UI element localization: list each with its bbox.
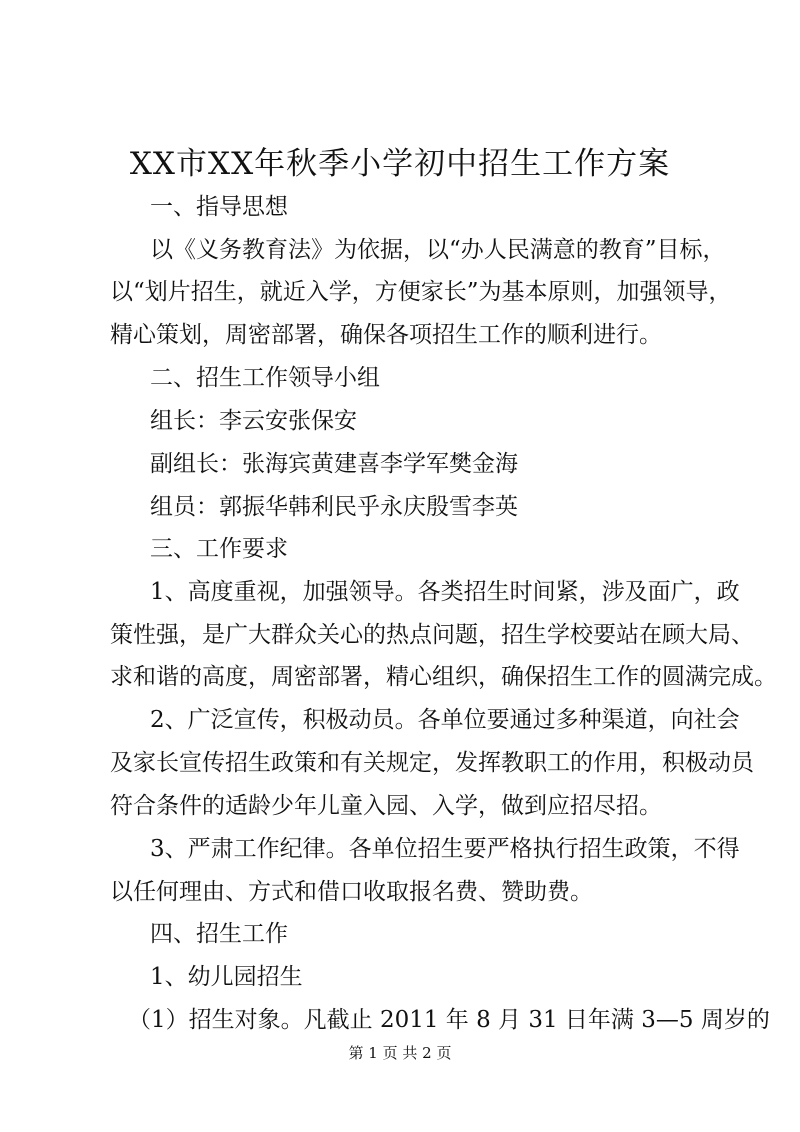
paragraph-line: 组员：郭振华韩利民乎永庆殷雪李英 bbox=[150, 494, 518, 520]
paragraph-line: 以“划片招生，就近入学，方便家长”为基本原则，加强领导， bbox=[110, 279, 732, 305]
paragraph-line: 1、高度重视，加强领导。各类招生时间紧，涉及面广，政 bbox=[150, 579, 740, 605]
paragraph-line: 求和谐的高度，周密部署，精心组织，确保招生工作的圆满完成。 bbox=[110, 664, 777, 690]
document-title: XX市XX年秋季小学初中招生工作方案 bbox=[129, 146, 671, 182]
paragraph-line: 以任何理由、方式和借口收取报名费、赞助费。 bbox=[110, 879, 593, 905]
paragraph-line: 3、严肃工作纪律。各单位招生要严格执行招生政策，不得 bbox=[150, 836, 740, 862]
page-footer: 第 1 页 共 2 页 bbox=[348, 1044, 452, 1062]
heading-work-requirements: 三、工作要求 bbox=[150, 536, 288, 562]
paragraph-line: 以《义务教育法》为依据，以“办人民满意的教育”目标， bbox=[150, 237, 726, 263]
paragraph-line: 精心策划，周密部署，确保各项招生工作的顺利进行。 bbox=[110, 322, 662, 348]
paragraph-line: 符合条件的适龄少年儿童入园、入学，做到应招尽招。 bbox=[110, 793, 662, 819]
heading-kindergarten-enrollment: 1、幼儿园招生 bbox=[150, 964, 303, 990]
heading-enrollment-work: 四、招生工作 bbox=[150, 921, 288, 947]
paragraph-line: 2、广泛宣传，积极动员。各单位要通过多种渠道，向社会 bbox=[150, 707, 740, 733]
paragraph-line: 策性强，是广大群众关心的热点问题，招生学校要站在顾大局、 bbox=[110, 622, 754, 648]
paragraph-line: 副组长：张海宾黄建喜李学军樊金海 bbox=[150, 451, 518, 477]
heading-guiding-thought: 一、指导思想 bbox=[150, 194, 288, 220]
paragraph-line: 及家长宣传招生政策和有关规定，发挥教职工的作用，积极动员 bbox=[110, 750, 754, 776]
paragraph-line: 组长：李云安张保安 bbox=[150, 408, 357, 434]
paragraph-line: （1）招生对象。凡截止 2011 年 8 月 31 日年满 3—5 周岁的 bbox=[128, 1007, 770, 1033]
heading-leadership-group: 二、招生工作领导小组 bbox=[150, 365, 380, 391]
